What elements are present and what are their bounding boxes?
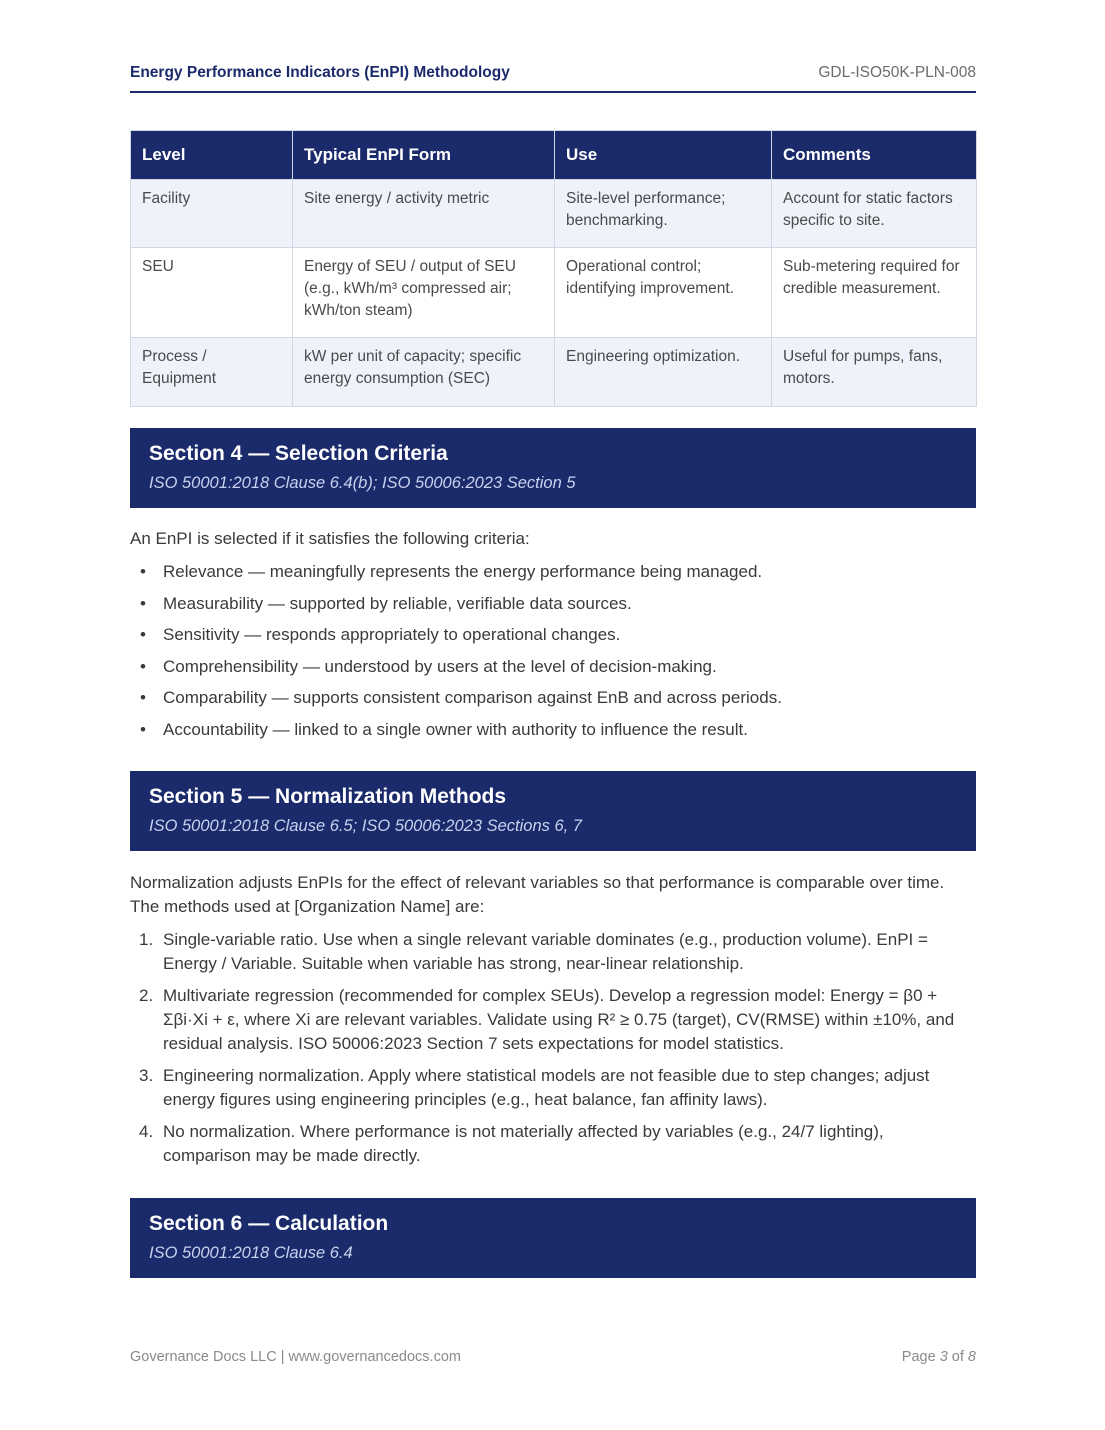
normalization-methods-list <box>130 928 976 1176</box>
table-cell: Engineering optimization. <box>555 338 772 407</box>
list-item <box>130 655 976 687</box>
table-cell: Operational control; identifying improvement. <box>555 248 772 338</box>
section-4-banner <box>130 428 976 508</box>
section-5-intro: Normalization adjusts EnPIs for the effect of relevant variables so that performance is comparable over time. The methods used at [Organization Name] are: <box>130 873 945 916</box>
bullet-icon: • <box>140 656 146 676</box>
list-item <box>130 560 976 592</box>
page-prefix: Page <box>901 1349 936 1365</box>
section-5-banner <box>130 771 976 851</box>
table-cell: Facility <box>131 180 293 248</box>
table-header-row <box>131 131 977 180</box>
table-cell: Process / Equipment <box>131 338 293 407</box>
document-title: Energy Performance Indicators (EnPI) Methodology <box>130 64 510 81</box>
table-cell: Sub-metering required for credible measurement. <box>772 248 977 338</box>
list-item <box>130 592 976 624</box>
selection-criteria-list <box>130 560 976 749</box>
list-item <box>130 686 976 718</box>
footer-company: Governance Docs LLC | www.governancedocs.com <box>130 1349 461 1365</box>
document-id: GDL-ISO50K-PLN-008 <box>818 64 976 81</box>
list-item-text: Relevance — meaningfully represents the energy performance being managed. <box>163 562 763 581</box>
list-item <box>130 718 976 750</box>
list-item-text: Comparability — supports consistent comparison against EnB and across periods. <box>163 688 782 707</box>
section-title: Section 6 — Calculation <box>149 1212 389 1235</box>
list-item-number: 3. <box>139 1066 154 1085</box>
column-header-level: Level <box>131 131 293 180</box>
list-item-text: Single-variable ratio. Use when a single relevant variable dominates (e.g., production volume). EnPI = Energy / Variable. Suitable when variable has strong, near-linear relationship. <box>163 930 928 973</box>
page-header <box>130 64 976 93</box>
list-item-text: Accountability — linked to a single owner with authority to influence the result. <box>163 719 748 739</box>
list-item-number: 1. <box>139 930 154 949</box>
column-header-use: Use <box>555 131 772 180</box>
list-item <box>130 1064 976 1112</box>
section-title: Section 5 — Normalization Methods <box>149 785 507 808</box>
list-item <box>130 623 976 655</box>
bullet-icon: • <box>140 593 146 613</box>
list-item-text: Sensitivity — responds appropriately to operational changes. <box>163 625 621 644</box>
table-cell: Account for static factors specific to site. <box>772 180 977 248</box>
list-item-text: No normalization. Where performance is not materially affected by variables (e.g., 24/7 lighting), comparison may be made directly. <box>163 1122 884 1165</box>
table-cell: Site-level performance; benchmarking. <box>555 180 772 248</box>
list-item-text: Multivariate regression (recommended for complex SEUs). Develop a regression model: Energy = β0 + Σβi·Xi + ε, where Xi are relevant variables. Validate using R² ≥ 0.75 (target), CV(RMSE) within ±10%, and residual analysis. ISO 50006:2023 Section 7 sets expectations for model statistics. <box>163 986 955 1053</box>
list-item <box>130 984 976 1056</box>
table-row <box>131 338 977 407</box>
list-item <box>130 1120 976 1168</box>
list-item-text: Measurability — supported by reliable, verifiable data sources. <box>163 593 632 613</box>
enpi-levels-table <box>130 130 977 407</box>
table-cell: kW per unit of capacity; specific energy consumption (SEC) <box>293 338 555 407</box>
table-row <box>131 180 977 248</box>
list-item <box>130 928 976 976</box>
table-cell: Useful for pumps, fans, motors. <box>772 338 977 407</box>
section-reference: ISO 50001:2018 Clause 6.5; ISO 50006:2023 Sections 6, 7 <box>149 817 582 835</box>
column-header-comments: Comments <box>772 131 977 180</box>
list-item-number: 2. <box>139 986 154 1005</box>
page-of: of <box>951 1349 964 1365</box>
section-reference: ISO 50001:2018 Clause 6.4(b); ISO 50006:2023 Section 5 <box>149 474 576 492</box>
list-item-text: Engineering normalization. Apply where statistical models are not feasible due to step changes; adjust energy figures using engineering principles (e.g., heat balance, fan affinity laws). <box>163 1066 930 1109</box>
bullet-icon: • <box>140 688 146 707</box>
section-title: Section 4 — Selection Criteria <box>149 442 448 465</box>
page-total: 8 <box>967 1349 976 1365</box>
page-number <box>902 1349 976 1365</box>
section-reference: ISO 50001:2018 Clause 6.4 <box>149 1244 353 1262</box>
bullet-icon: • <box>140 562 146 581</box>
column-header-typical-enpi-form: Typical EnPI Form <box>293 131 555 180</box>
table-cell: SEU <box>131 248 293 338</box>
table-cell: Energy of SEU / output of SEU (e.g., kWh/m³ compressed air; kWh/ton steam) <box>293 248 555 338</box>
table-cell: Site energy / activity metric <box>293 180 555 248</box>
bullet-icon: • <box>140 719 146 739</box>
table-row <box>131 248 977 338</box>
list-item-text: Comprehensibility — understood by users at the level of decision-making. <box>163 656 717 676</box>
bullet-icon: • <box>140 625 146 644</box>
section-4-intro: An EnPI is selected if it satisfies the following criteria: <box>130 529 530 548</box>
list-item-number: 4. <box>139 1122 154 1141</box>
section-6-banner <box>130 1198 976 1278</box>
page-current: 3 <box>939 1349 948 1365</box>
